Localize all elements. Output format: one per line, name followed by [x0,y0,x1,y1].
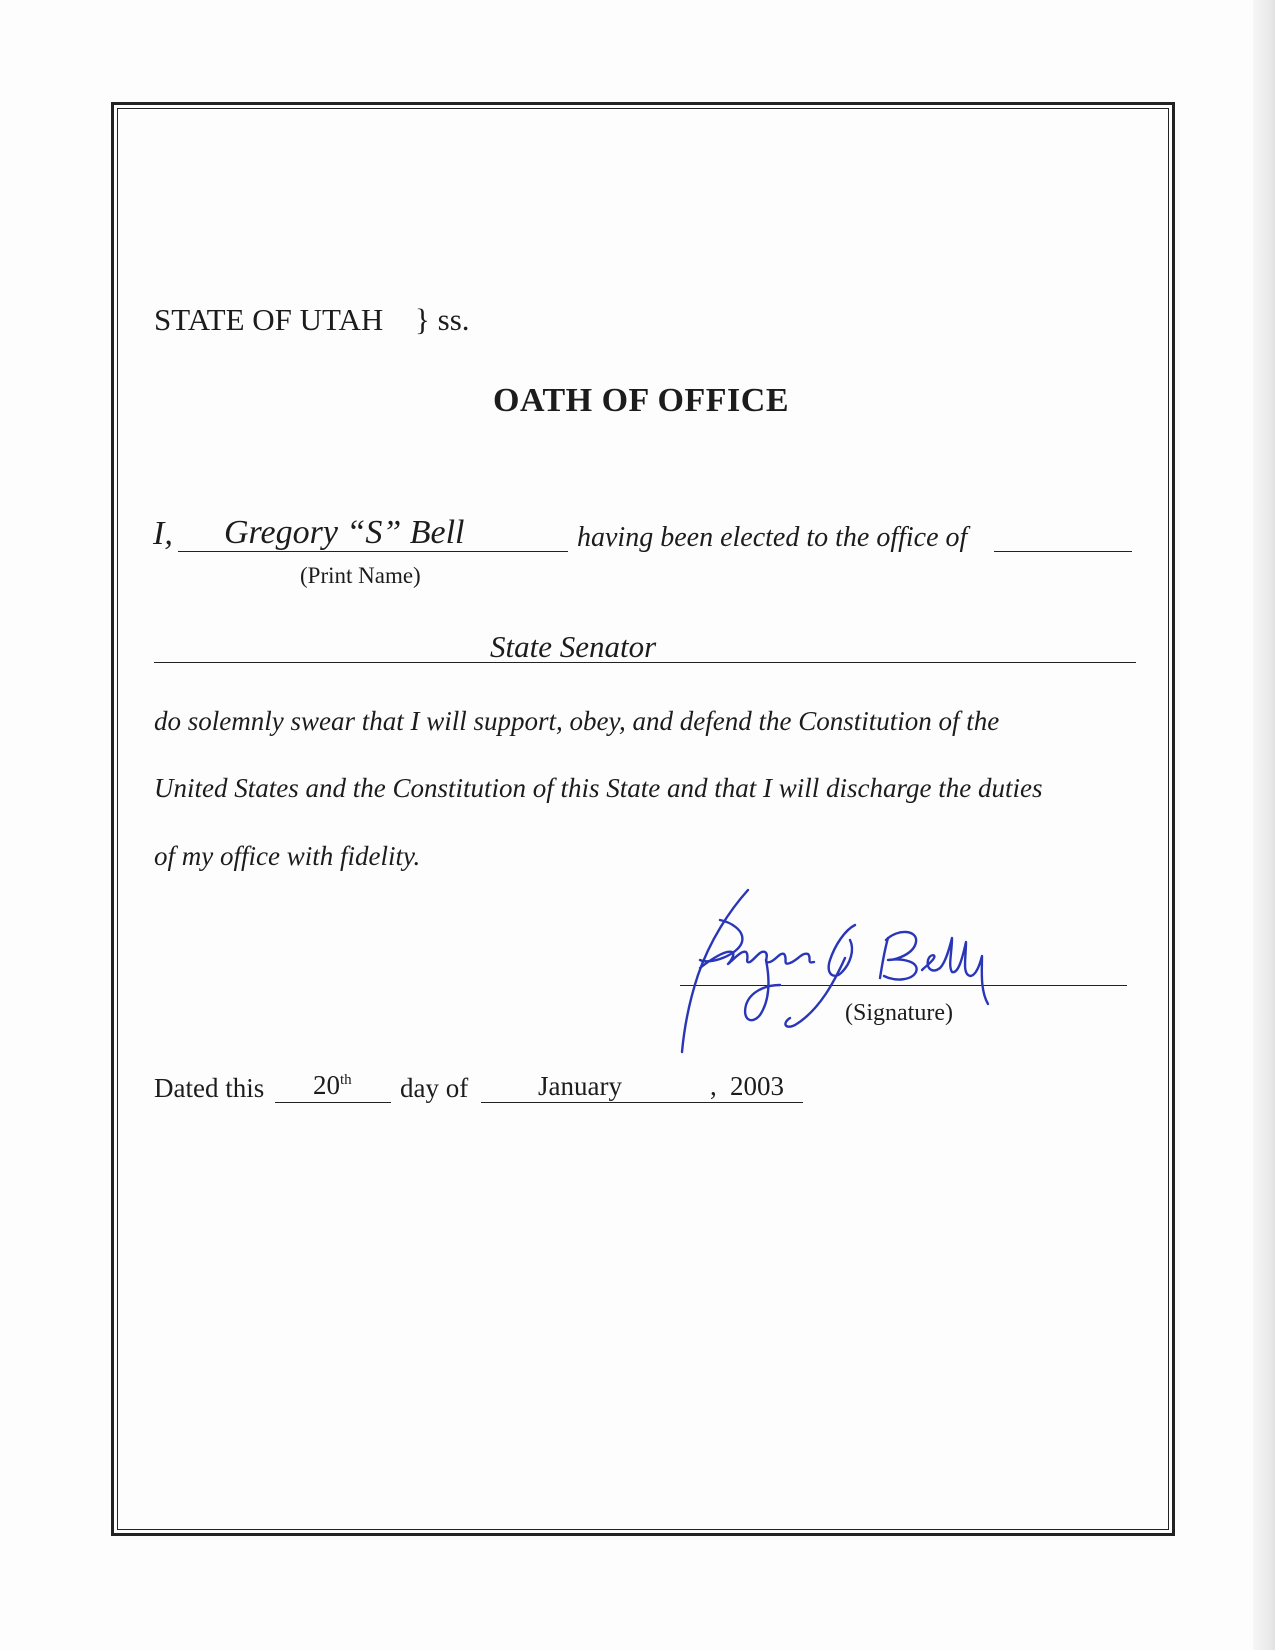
signature-caption-close: ) [944,1000,953,1026]
month-value[interactable]: January [538,1071,622,1101]
day-field[interactable] [313,1070,352,1101]
venue-state: STATE OF UTAH [154,302,384,337]
office-underline [154,662,1136,663]
document-title: OATH OF OFFICE [493,382,789,419]
day-value: 20 [313,1070,340,1100]
day-of-label: day of [400,1073,469,1103]
oath-line-1: do solemnly swear that I will support, obey, and defend the Constitution of the [154,706,1000,736]
handwritten-signature [670,880,1060,1060]
day-suffix: th [340,1072,352,1088]
venue-line [154,302,470,338]
day-underline [275,1102,391,1103]
year-value[interactable]: 2003 [730,1071,784,1101]
office-value[interactable]: State Senator [490,629,657,664]
print-name-caption: (Print Name) [300,563,421,588]
intro-prefix: I, [153,515,173,552]
oath-line-3: of my office with fidelity. [154,841,421,871]
month-underline [481,1102,803,1103]
signature-caption-text: Signature [853,1000,945,1026]
office-short-underline [994,551,1132,552]
page-edge-shadow [1253,0,1275,1650]
print-name-value[interactable]: Gregory “S” Bell [224,514,465,551]
dated-label: Dated this [154,1073,265,1103]
signature-caption-open: ( [845,1000,853,1026]
elected-text: having been elected to the office of [577,522,968,553]
oath-line-2: United States and the Constitution of this State and that I will discharge the duties [154,773,1043,803]
year-separator: , [710,1071,717,1101]
venue-suffix: } ss. [415,302,470,337]
